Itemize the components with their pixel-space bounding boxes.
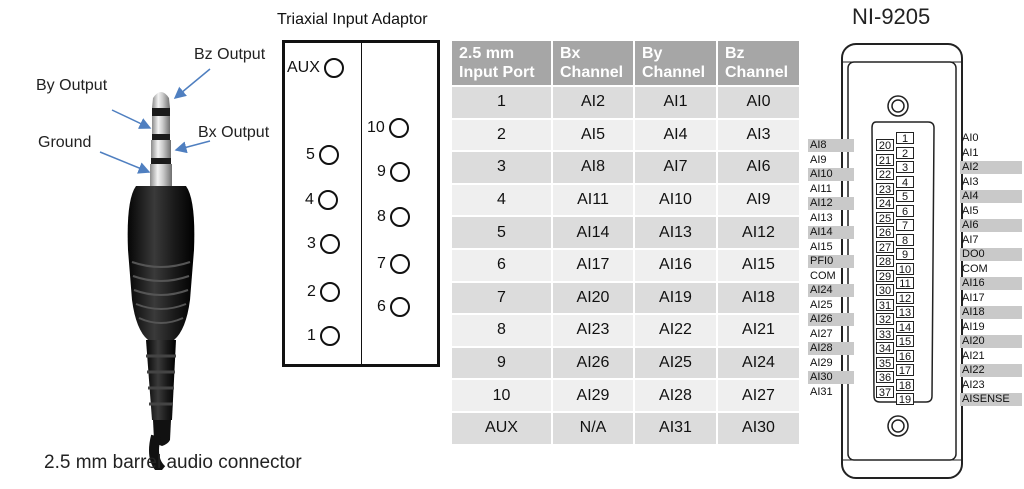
pin-number: 34 [876,342,894,354]
pin-label-right: AI1 [962,146,979,159]
port-3 [307,234,340,254]
cell-by: AI25 [635,348,716,379]
port-10 [367,118,409,138]
cell-bz: AI6 [718,152,799,183]
cell-bz: AI9 [718,185,799,216]
port-socket-icon [318,190,338,210]
cell-port: 8 [452,315,551,346]
pin-label-left: AI27 [810,327,833,340]
port-socket-icon [320,326,340,346]
pin-number: 7 [896,219,914,231]
pin-number: 33 [876,328,894,340]
port-socket-icon [390,207,410,227]
table-row [452,348,799,379]
adaptor-title: Triaxial Input Adaptor [277,11,428,28]
pin-label-right: AI18 [960,306,1022,319]
pin-number: 4 [896,176,914,188]
pin-number: 10 [896,263,914,275]
module-title: NI-9205 [852,4,931,29]
cell-port: 3 [452,152,551,183]
pin-label-left: AI8 [808,139,854,152]
port-socket-icon [320,234,340,254]
plug-body [128,186,195,340]
pin-label-right: AI4 [960,190,1022,203]
pin-number: 3 [896,161,914,173]
pin-label-left: AI24 [808,284,854,297]
pin-number: 8 [896,234,914,246]
header-bx-channel: Bx Channel [553,41,633,85]
ground-label: Ground [38,134,92,151]
cell-port: AUX [452,413,551,444]
port-label: 7 [377,255,386,272]
channel-mapping-table [450,39,801,446]
mounting-screw-icon [888,96,908,116]
pin-label-right: AI21 [962,349,985,362]
pin-label-right: AI22 [960,364,1022,377]
mounting-screw-icon [888,416,908,436]
pin-label-left: AI26 [808,313,854,326]
cell-port: 1 [452,87,551,118]
port-label: 4 [305,191,314,208]
pin-number: 20 [876,139,894,151]
pin-number: 27 [876,241,894,253]
pin-number: 29 [876,270,894,282]
pin-label-left: AI12 [808,197,854,210]
table-row [452,315,799,346]
port-label: 2 [307,283,316,300]
pin-number: 5 [896,190,914,202]
cell-bx: AI29 [553,380,633,411]
cell-by: AI31 [635,413,716,444]
table-row [452,283,799,314]
cell-bx: AI11 [553,185,633,216]
pin-number: 26 [876,226,894,238]
port-5 [306,145,339,165]
pin-number: 13 [896,306,914,318]
pin-number: 19 [896,393,914,405]
pin-number: 30 [876,284,894,296]
pin-number: 24 [876,197,894,209]
port-8 [377,207,410,227]
pin-number: 22 [876,168,894,180]
pin-label-left: AI25 [810,298,833,311]
header-bz-channel: Bz Channel [718,41,799,85]
pin-label-right: AI7 [962,233,979,246]
cell-by: AI19 [635,283,716,314]
pin-label-right: AI23 [962,378,985,391]
pin-number: 25 [876,212,894,224]
port-socket-icon [320,282,340,302]
port-2 [307,282,340,302]
pin-label-right: AI3 [962,175,979,188]
cell-by: AI4 [635,120,716,151]
bz-output-label: Bz Output [194,46,266,63]
pin-number: 9 [896,248,914,260]
cell-by: AI13 [635,217,716,248]
table-row [452,380,799,411]
pin-number: 32 [876,313,894,325]
pin-label-left: PFI0 [808,255,854,268]
pin-label-right: AI5 [962,204,979,217]
cell-bz: AI30 [718,413,799,444]
pin-label-left: AI30 [808,371,854,384]
port-label: AUX [287,59,320,76]
pin-label-right: AI16 [960,277,1022,290]
cell-bz: AI12 [718,217,799,248]
port-socket-icon [390,297,410,317]
table-row [452,120,799,151]
pin-label-left: AI15 [810,240,833,253]
cell-bx: AI8 [553,152,633,183]
pin-label-right: AI19 [962,320,985,333]
port-aux [287,58,344,78]
cell-bz: AI0 [718,87,799,118]
pin-number: 23 [876,183,894,195]
cell-bx: AI14 [553,217,633,248]
connector-caption: 2.5 mm barrel audio connector [44,452,302,473]
pin-label-left: AI28 [808,342,854,355]
cell-by: AI7 [635,152,716,183]
pin-number: 1 [896,132,914,144]
cell-bx: AI26 [553,348,633,379]
table-row [452,217,799,248]
bx-output-label: Bx Output [198,124,270,141]
audio-connector-illustration [0,0,300,470]
plug-metal [150,92,172,186]
pin-label-right: COM [962,262,988,275]
cell-bz: AI24 [718,348,799,379]
pin-label-right: AISENSE [960,393,1022,406]
pin-label-right: AI6 [960,219,1022,232]
cell-bx: AI2 [553,87,633,118]
cell-bz: AI3 [718,120,799,151]
cell-bx: AI17 [553,250,633,281]
cell-by: AI28 [635,380,716,411]
pin-label-left: AI14 [808,226,854,239]
port-label: 8 [377,208,386,225]
table-header-row [452,41,799,85]
port-6 [377,297,410,317]
pin-label-left: AI13 [810,211,833,224]
pin-number: 36 [876,371,894,383]
cell-port: 10 [452,380,551,411]
pin-number: 37 [876,386,894,398]
adaptor-divider [361,40,362,367]
pin-number: 28 [876,255,894,267]
cell-by: AI1 [635,87,716,118]
table-row [452,152,799,183]
cell-bx: AI5 [553,120,633,151]
pin-number: 21 [876,154,894,166]
pin-number: 2 [896,147,914,159]
port-label: 1 [307,327,316,344]
pin-label-right: AI2 [960,161,1022,174]
port-7 [377,254,410,274]
cell-bz: AI27 [718,380,799,411]
header-input-port: 2.5 mm Input Port [452,41,551,85]
port-label: 6 [377,298,386,315]
cell-bx: AI20 [553,283,633,314]
port-1 [307,326,340,346]
cell-bz: AI15 [718,250,799,281]
cell-bx: N/A [553,413,633,444]
port-4 [305,190,338,210]
cell-by: AI16 [635,250,716,281]
pin-number: 15 [896,335,914,347]
by-output-label: By Output [36,77,108,94]
pin-number: 18 [896,379,914,391]
cell-port: 2 [452,120,551,151]
port-socket-icon [390,162,410,182]
pin-number: 31 [876,299,894,311]
pin-number: 12 [896,292,914,304]
cell-bz: AI18 [718,283,799,314]
port-socket-icon [324,58,344,78]
cell-by: AI22 [635,315,716,346]
header-by-channel: By Channel [635,41,716,85]
port-label: 3 [307,235,316,252]
table-row [452,250,799,281]
cell-port: 6 [452,250,551,281]
pin-number: 6 [896,205,914,217]
strain-relief [146,340,176,470]
pin-label-left: AI9 [810,153,827,166]
table-row [452,87,799,118]
port-label: 10 [367,119,385,136]
pin-number: 35 [876,357,894,369]
pin-number: 14 [896,321,914,333]
pin-label-right: DO0 [960,248,1022,261]
port-label: 5 [306,146,315,163]
pin-label-right: AI17 [962,291,985,304]
pin-label-left: AI10 [808,168,854,181]
cell-bz: AI21 [718,315,799,346]
pin-number: 17 [896,364,914,376]
cell-port: 4 [452,185,551,216]
cell-bx: AI23 [553,315,633,346]
cell-by: AI10 [635,185,716,216]
cell-port: 5 [452,217,551,248]
port-socket-icon [319,145,339,165]
table-row [452,185,799,216]
port-socket-icon [390,254,410,274]
pin-label-left: AI29 [810,356,833,369]
cell-port: 9 [452,348,551,379]
pin-label-right: AI20 [960,335,1022,348]
port-label: 9 [377,163,386,180]
pin-label-right: AI0 [962,132,979,144]
port-socket-icon [389,118,409,138]
pin-number: 11 [896,277,914,289]
pin-label-left: COM [810,269,836,282]
pin-number: 16 [896,350,914,362]
pin-label-left: AI31 [810,385,833,398]
pin-label-left: AI11 [810,182,832,195]
port-9 [377,162,410,182]
cell-port: 7 [452,283,551,314]
table-row [452,413,799,444]
